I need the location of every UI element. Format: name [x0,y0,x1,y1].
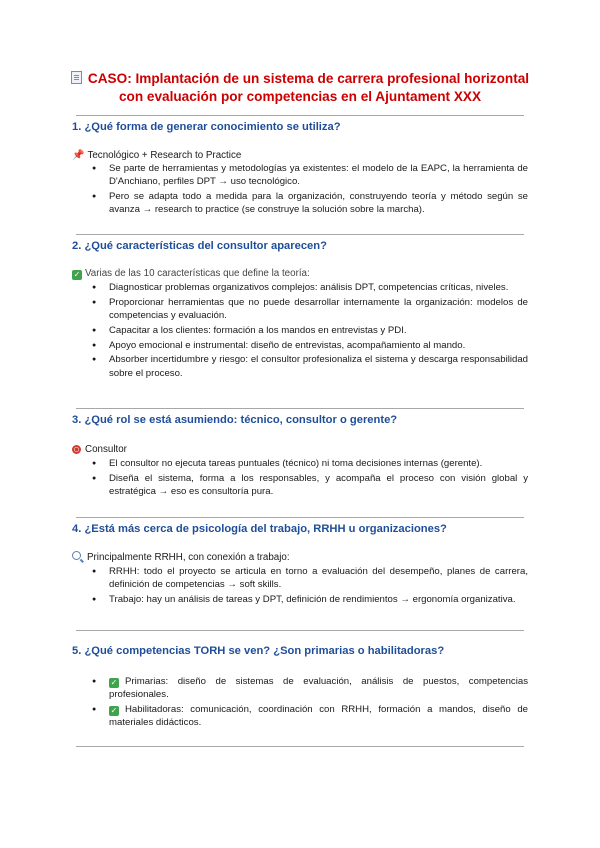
list-item: ● Trabajo: hay un análisis de tareas y DPT, definición de rendimientos → ergonomía organizativa. [92,593,528,606]
divider [76,746,524,747]
check-mark-icon: ✓ [110,678,118,687]
list-item: ● Apoyo emocional e instrumental: diseño de entrevistas, acompañamiento al mando. [92,339,528,352]
check-mark-icon: ✓ [110,706,118,715]
title-line-2: con evaluación por competencias en el Ajuntament XXX [118,89,482,104]
magnifier-icon [72,551,81,560]
section-5-heading: 5. ¿Qué competencias TORH se ven? ¿Son primarias o habilitadoras? [72,645,445,657]
divider [76,630,524,631]
title-line-1: CASO: Implantación de un sistema de carrera profesional horizontal [70,70,530,88]
divider [76,408,524,409]
list-item: ● ✓ Primarias: diseño de sistemas de evaluación, análisis de puestos, competencias profesionales. [92,675,528,701]
list-item: ● Se parte de herramientas y metodologías ya existentes: el modelo de la EAPC, la herramienta de D'Anchiano, perfiles DPT → uso tecnológico. [92,162,528,188]
divider [76,234,524,235]
section-4-heading: 4. ¿Está más cerca de psicología del trabajo, RRHH u organizaciones? [72,523,447,535]
section-3-list [92,457,528,500]
section-4-lead: Principalmente RRHH, con conexión a trabajo: [72,551,290,563]
pushpin-icon: 📌 [72,150,85,161]
section-1-heading: 1. ¿Qué forma de generar conocimiento se utiliza? [72,121,341,133]
list-item: ● Diseña el sistema, forma a los responsables, y acompaña el proceso con visión global y estratégica → eso es consultoría pura. [92,472,528,498]
list-item: ● Pero se adapta todo a medida para la organización, construyendo teoría y método según se avanza → research to practice (se construye la solución sobre la marcha). [92,190,528,216]
list-item: ● Diagnosticar problemas organizativos complejos: análisis DPT, competencias críticas, niveles. [92,281,528,294]
document-icon [71,71,82,84]
section-2-lead: ✓ Varias de las 10 características que define la teoría: [73,268,310,279]
list-item: ● Capacitar a los clientes: formación a los mandos en entrevistas y PDI. [92,324,528,337]
document-title [70,70,530,106]
list-item: ● Proporcionar herramientas que no puede desarrollar internamente la organización: modelos de competencias y evaluación. [92,296,528,322]
divider [76,517,524,518]
section-1-lead: 📌 Tecnológico + Research to Practice [72,150,242,161]
section-2-list [92,281,528,381]
list-item: ● ✓ Habilitadoras: comunicación, coordinación con RRHH, formación a mandos, diseño de materiales didácticos. [92,703,528,729]
list-item: ● RRHH: todo el proyecto se articula en torno a evaluación del desempeño, planes de carrera, definición de competencias → soft skills. [92,565,528,591]
section-4-list [92,565,528,608]
divider [76,115,524,116]
check-mark-icon: ✓ [73,270,81,279]
section-2-heading: 2. ¿Qué características del consultor aparecen? [72,240,327,252]
target-icon [72,445,81,454]
list-item: ● El consultor no ejecuta tareas puntuales (técnico) ni toma decisiones internas (gerente). [92,457,528,470]
section-5-list [92,675,528,731]
list-item: ● Absorber incertidumbre y riesgo: el consultor profesionaliza el sistema y descarga responsabilidad sobre el proceso. [92,353,528,379]
section-1-list [92,162,528,218]
section-3-heading: 3. ¿Qué rol se está asumiendo: técnico, consultor o gerente? [72,414,398,426]
section-3-lead: Consultor [72,444,127,455]
